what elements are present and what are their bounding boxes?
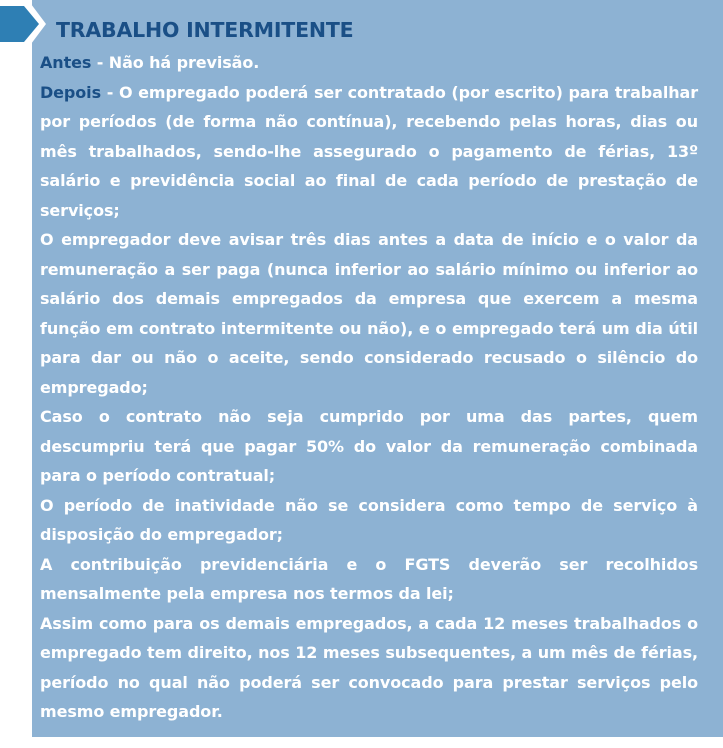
before-text: - Não há previsão. xyxy=(91,53,260,72)
rule-paragraph: A contribuição previdenciária e o FGTS deverão ser recolhidos mensalmente pela empresa nos termos da lei; xyxy=(40,554,698,603)
rule-paragraph: O período de inatividade não se considera como tempo de serviço à disposição do empregador; xyxy=(40,495,698,544)
box-body xyxy=(40,48,698,727)
before-label: Antes xyxy=(40,53,92,72)
before-entry xyxy=(40,48,698,78)
rule-paragraph: O empregador deve avisar três dias antes a data de início e o valor da remuneração a ser paga (nunca inferior ao salário mínimo ou inferior ao salário dos demais empregados da empresa que exercem a mesma função em contrato intermitente ou não), e o empregado terá um dia útil para dar ou não o aceite, sendo considerado recusado o silêncio do empregado; xyxy=(40,230,698,397)
arrow-marker-icon xyxy=(0,0,48,52)
rule-paragraph: Caso o contrato não seja cumprido por uma das partes, quem descumpriu terá que pagar 50% do valor da remuneração combinada para o período contratual; xyxy=(40,407,698,485)
rule-paragraph: Assim como para os demais empregados, a cada 12 meses trabalhados o empregado tem direito, nos 12 meses subsequentes, a um mês de férias, período no qual não poderá ser convocado para prestar serviços pelo mesmo empregador. xyxy=(40,613,698,721)
after-entry xyxy=(40,78,698,226)
after-label: Depois xyxy=(40,82,101,102)
box-title: TRABALHO INTERMITENTE xyxy=(56,18,354,42)
after-text: - O empregado poderá ser contratado (por escrito) para trabalhar por períodos (de forma não contínua), recebendo pelas horas, dias ou mês trabalhados, sendo-lhe assegurado o pagamento de férias, 13º salário e previdência social ao final de cada período de prestação de serviços; xyxy=(40,82,698,220)
